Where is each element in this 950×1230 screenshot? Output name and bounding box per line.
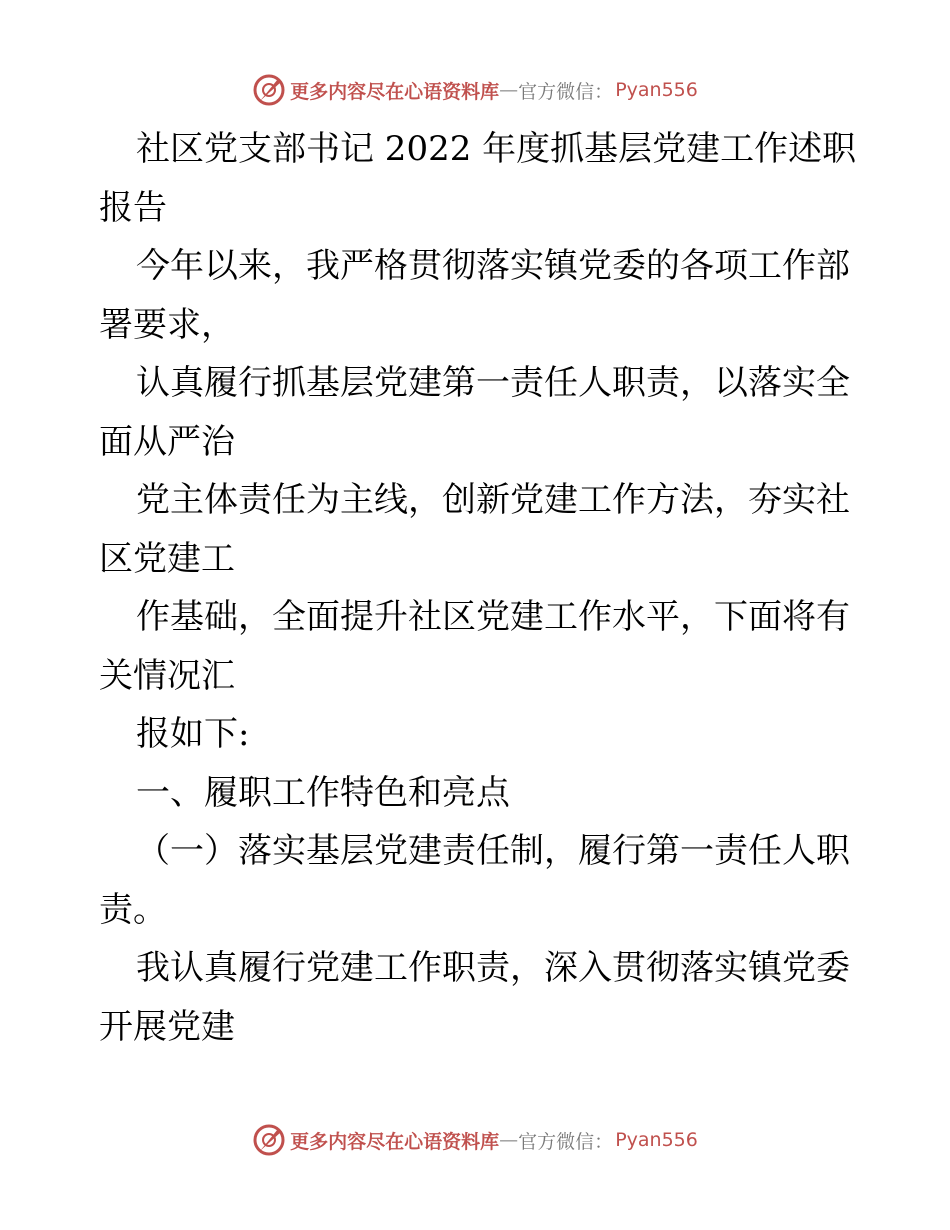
quill-logo-icon: [252, 1123, 286, 1157]
text-line: 党主体责任为主线，创新党建工作方法，夯实社: [136, 480, 850, 520]
text-line: 开展党建: [99, 1006, 235, 1047]
quill-logo-icon: [252, 73, 286, 107]
watermark-header: [0, 70, 950, 110]
watermark-brand-text: 更多内容尽在心语资料库: [290, 1130, 500, 1153]
watermark-wechat-id: Pyan556: [615, 1129, 698, 1151]
text-line: 面从严治: [99, 421, 235, 462]
watermark-separator: —: [499, 1129, 519, 1151]
text-line: 报告: [99, 187, 167, 228]
text-line: 区党建工: [99, 538, 235, 579]
watermark-brand-text: 更多内容尽在心语资料库: [290, 80, 500, 103]
watermark-wechat-label: 官方微信：: [518, 80, 614, 103]
text-line: 认真履行抓基层党建第一责任人职责，以落实全: [136, 363, 850, 403]
watermark-wechat-id: Pyan556: [615, 79, 698, 101]
subsection-heading: （一）落实基层党建责任制，履行第一责任人职: [136, 831, 850, 871]
watermark-footer: [0, 1120, 950, 1160]
section-heading: 一、履职工作特色和亮点: [136, 772, 510, 813]
text-line: 关情况汇: [99, 655, 235, 696]
text-line: 报如下:: [136, 714, 250, 754]
text-line: 社区党支部书记 2022 年度抓基层党建工作述职: [136, 129, 857, 169]
text-line: 今年以来，我严格贯彻落实镇党委的各项工作部: [136, 246, 850, 286]
watermark-wechat-label: 官方微信：: [518, 1130, 614, 1153]
text-line: 作基础，全面提升社区党建工作水平，下面将有: [136, 597, 850, 637]
text-line: 我认真履行党建工作职责，深入贯彻落实镇党委: [136, 948, 850, 988]
watermark-separator: —: [499, 79, 519, 101]
document-body: [99, 120, 859, 1056]
text-line: 署要求，: [99, 304, 235, 345]
text-line: 责。: [99, 889, 167, 930]
